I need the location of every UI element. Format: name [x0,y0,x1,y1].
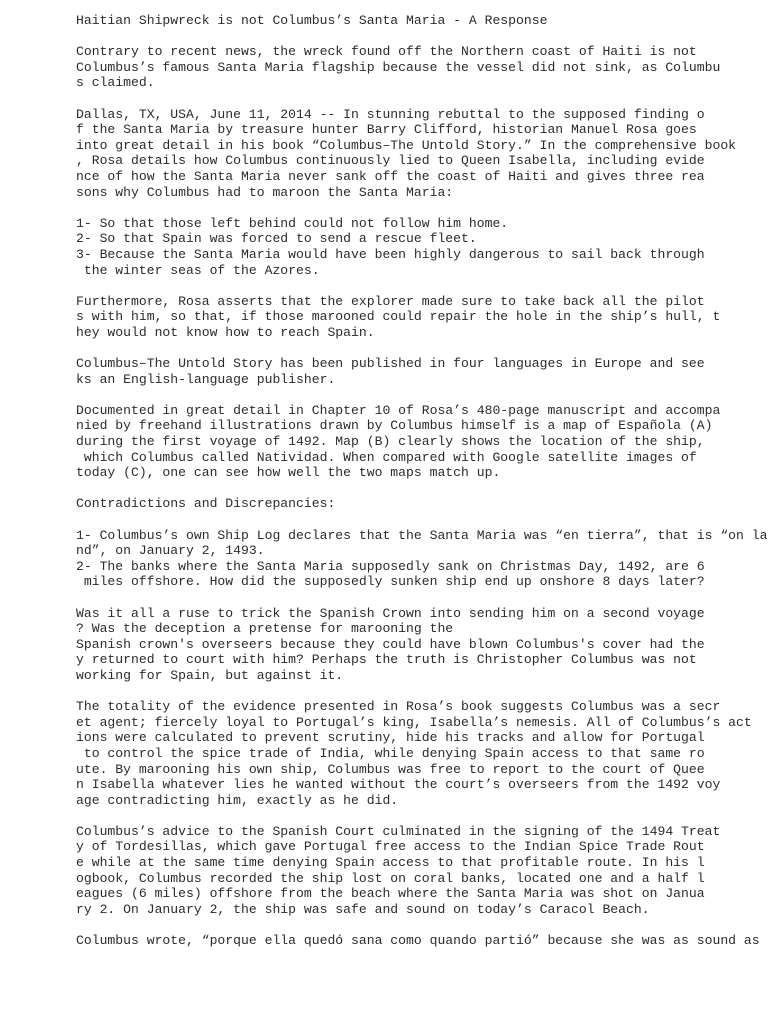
text-line: n Isabella whatever lies he wanted without the court’s overseers from the 1492 voy [76,777,721,793]
text-line: Furthermore, Rosa asserts that the explorer made sure to take back all the pilot [76,293,705,309]
paragraph-spacer [76,278,756,294]
text-line: Columbus’s famous Santa Maria flagship because the vessel did not sink, as Columbu [76,59,721,75]
paragraph-spacer [76,340,756,356]
text-line: et agent; fiercely loyal to Portugal’s king, Isabella’s nemesis. All of Columbus’s act [76,714,752,730]
document-page [76,13,768,949]
text-line: Columbus’s advice to the Spanish Court culminated in the signing of the 1494 Treat [76,823,721,839]
paragraph-spacer [76,387,756,403]
text-line: nce of how the Santa Maria never sank off the coast of Haiti and gives three rea [76,168,705,184]
text-line: ks an English-language publisher. [76,371,336,387]
paragraph-spacer [76,29,756,45]
text-line: age contradicting him, exactly as he did. [76,792,399,808]
paragraph [76,824,756,918]
text-line: which Columbus called Natividad. When compared with Google satellite images of [76,449,697,465]
paragraph-spacer [76,200,756,216]
text-line: today (C), one can see how well the two maps match up. [76,465,501,481]
paragraph [76,403,756,481]
text-line: 1- So that those left behind could not follow him home. [76,215,509,231]
text-line: Dallas, TX, USA, June 11, 2014 -- In stunning rebuttal to the supposed finding o [76,106,705,122]
paragraph [76,356,756,387]
paragraph [76,933,760,949]
text-line: nied by freehand illustrations drawn by Columbus himself is a map of Española (A) [76,418,713,434]
paragraph [76,606,756,684]
paragraph [76,699,756,808]
paragraph-spacer [76,590,756,606]
paragraph [76,44,756,91]
text-line: ogbook, Columbus recorded the ship lost on coral banks, located one and a half l [76,870,705,886]
text-line: 2- So that Spain was forced to send a rescue fleet. [76,231,477,247]
document-title: Haitian Shipwreck is not Columbus’s Santa Maria - A Response [76,13,548,28]
paragraph-spacer [76,512,756,528]
text-line: s claimed. [76,75,155,91]
text-line: miles offshore. How did the supposedly sunken ship end up onshore 8 days later? [76,574,705,590]
text-line: nd”, on January 2, 1493. [76,543,265,559]
text-line: f the Santa Maria by treasure hunter Barry Clifford, historian Manuel Rosa goes [76,122,697,138]
text-line: the winter seas of the Azores. [76,262,320,278]
text-line: Was it all a ruse to trick the Spanish Crown into sending him on a second voyage [76,605,705,621]
text-line: ions were calculated to prevent scrutiny, hide his tracks and allow for Portugal [76,730,705,746]
paragraph-spacer [76,481,756,497]
text-line: Columbus–The Untold Story has been published in four languages in Europe and see [76,356,705,372]
text-line: e while at the same time denying Spain access to that profitable route. In his l [76,855,705,871]
text-line: The totality of the evidence presented in Rosa’s book suggests Columbus was a secr [76,699,721,715]
text-line: sons why Columbus had to maroon the Santa Maria: [76,184,454,200]
text-line: eagues (6 miles) offshore from the beach where the Santa Maria was shot on Janua [76,886,705,902]
text-line: ute. By marooning his own ship, Columbus was free to report to the court of Quee [76,761,705,777]
text-line: 1- Columbus’s own Ship Log declares that the Santa Maria was “en tierra”, that is “on la [76,527,768,543]
text-line: 2- The banks where the Santa Maria supposedly sank on Christmas Day, 1492, are 6 [76,558,705,574]
text-line: s with him, so that, if those marooned could repair the hole in the ship’s hull, t [76,309,721,325]
text-line: Columbus wrote, “porque ella quedó sana como quando partió” because she was as sound as [76,933,760,949]
text-line: Spanish crown's overseers because they could have blown Columbus's cover had the [76,636,705,652]
text-line: y returned to court with him? Perhaps the truth is Christopher Columbus was not [76,652,697,668]
text-line: hey would not know how to reach Spain. [76,324,375,340]
document-body [76,44,768,949]
text-line: Contradictions and Discrepancies: [76,496,336,512]
paragraph [76,216,756,278]
paragraph [76,107,756,201]
text-line: y of Tordesillas, which gave Portugal free access to the Indian Spice Trade Rout [76,839,705,855]
text-line: working for Spain, but against it. [76,667,344,683]
text-line: 3- Because the Santa Maria would have been highly dangerous to sail back through [76,246,705,262]
text-line: , Rosa details how Columbus continuously lied to Queen Isabella, including evide [76,153,705,169]
text-line: into great detail in his book “Columbus–The Untold Story.” In the comprehensive book [76,137,737,153]
paragraph-spacer [76,91,756,107]
text-line: ? Was the deception a pretense for marooning the [76,621,454,637]
text-line: Documented in great detail in Chapter 10 of Rosa’s 480-page manuscript and accompa [76,402,721,418]
paragraph-spacer [76,808,756,824]
paragraph-spacer [76,684,756,700]
paragraph [76,294,756,341]
paragraph-spacer [76,917,756,933]
text-line: Contrary to recent news, the wreck found off the Northern coast of Haiti is not [76,44,697,60]
text-line: to control the spice trade of India, while denying Spain access to that same ro [76,745,705,761]
paragraph [76,496,756,512]
text-line: ry 2. On January 2, the ship was safe and sound on today’s Caracol Beach. [76,901,650,917]
text-line: during the first voyage of 1492. Map (B) clearly shows the location of the ship, [76,434,705,450]
paragraph [76,527,768,590]
